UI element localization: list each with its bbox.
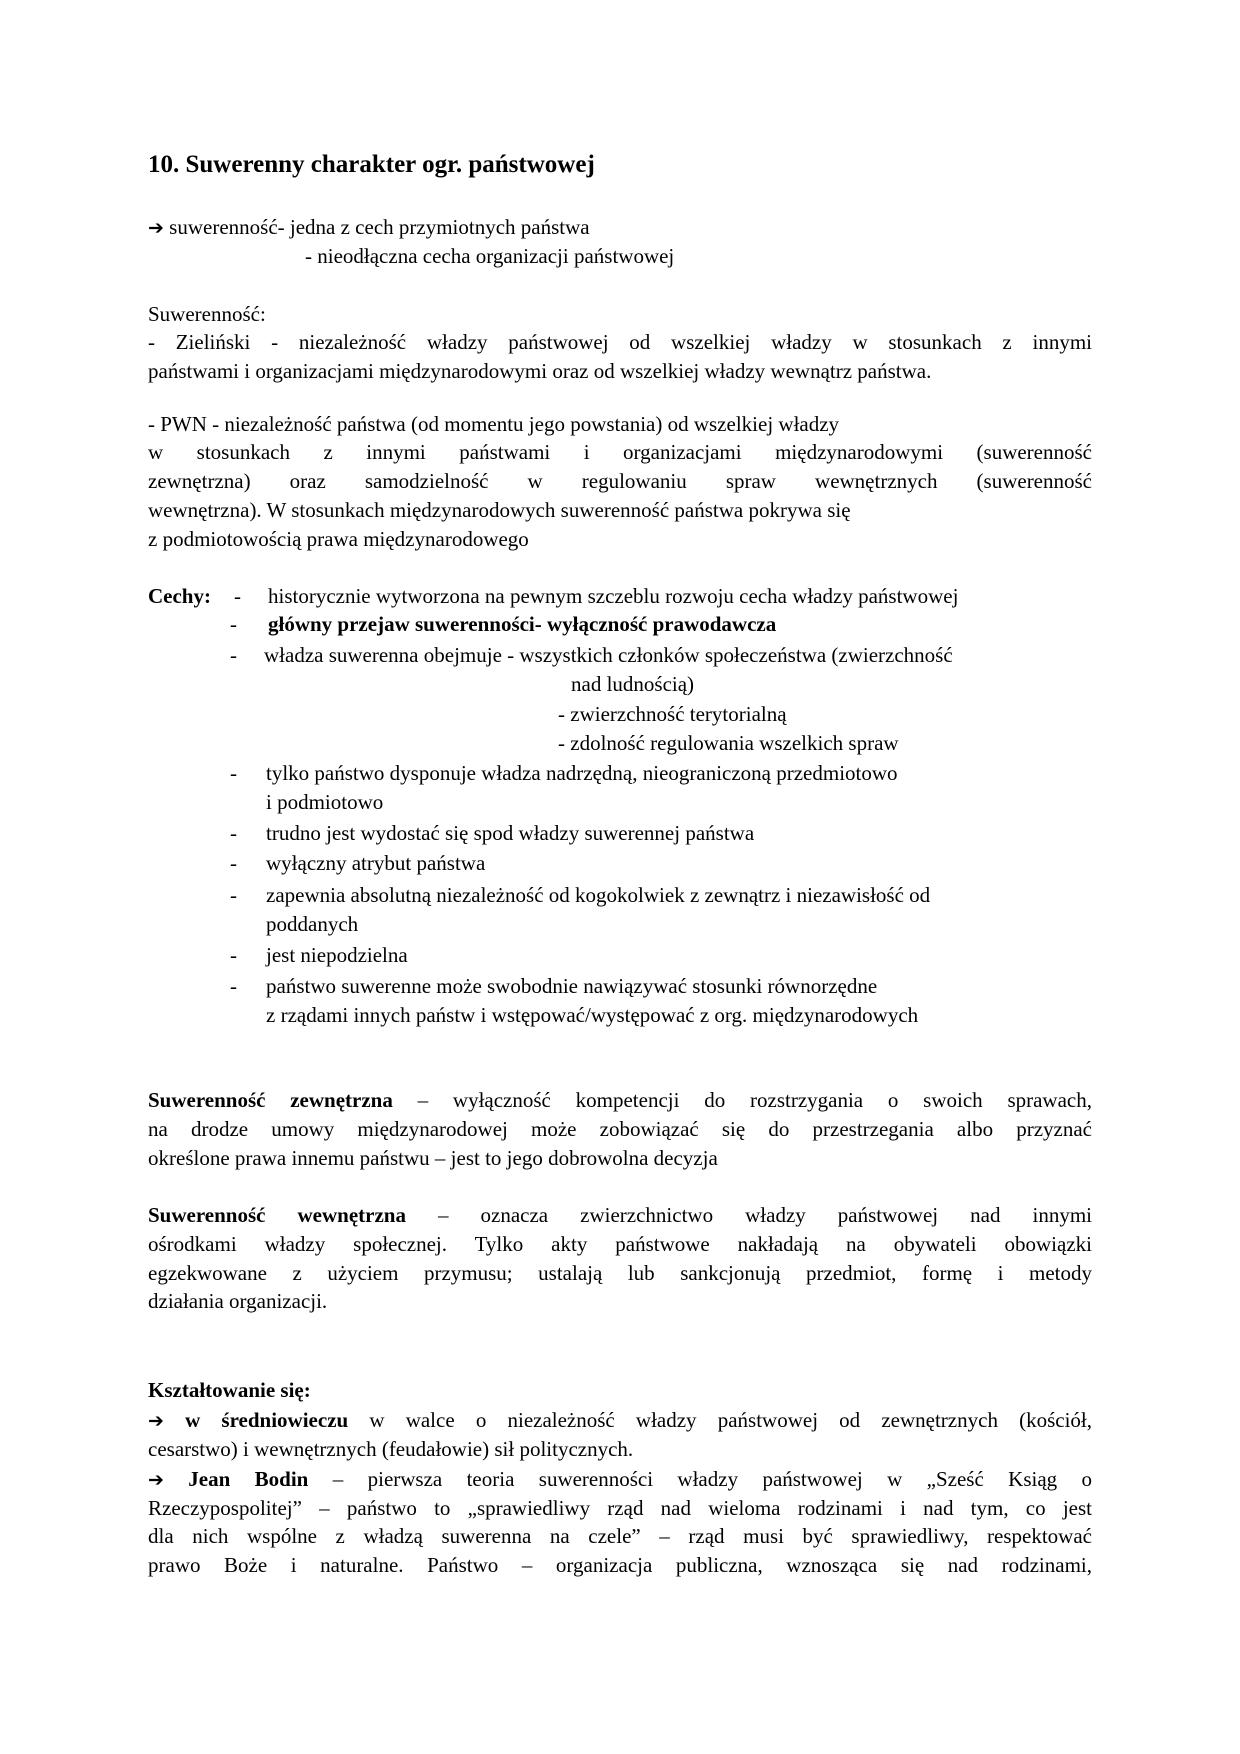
pwn-line: z podmiotowością prawa międzynarodowego — [148, 527, 529, 551]
list-item — [268, 610, 776, 639]
intro-line: - nieodłączna cecha organizacji państwowej — [305, 244, 675, 268]
zielinski-line: - Zieliński - niezależność władzy państwowej od wszelkiej władzy w stosunkach z innymi — [148, 330, 1092, 354]
bodin-line: dla nich wspólne z władzą suwerenna na czele” – rząd musi być sprawiedliwy, respektować — [148, 1524, 1092, 1548]
list-item: z rządami innych państw i wstępować/występować z org. międzynarodowych — [266, 1003, 919, 1027]
pwn-line: - PWN - niezależność państwa (od momentu jego powstania) od wszelkiej władzy — [148, 412, 840, 436]
ksztaltowanie-heading — [148, 1376, 311, 1405]
zewnetrzna-text: – wyłączność kompetencji do rozstrzygania o swoich sprawach, — [392, 1088, 1092, 1112]
list-item: wyłączny atrybut państwa — [266, 851, 486, 875]
bodin-term: Jean Bodin — [188, 1467, 309, 1491]
list-bullet: - — [230, 851, 237, 875]
pwn-line: w stosunkach z innymi państwami i organizacjami międzynarodowymi (suwerenność — [148, 440, 1092, 464]
list-bullet: - — [230, 883, 237, 907]
list-bullet: - — [230, 612, 237, 636]
intro-text: suwerenność- jedna z cech przymiotnych państwa — [169, 215, 590, 239]
pwn-line: wewnętrzna). W stosunkach międzynarodowych suwerenność państwa pokrywa się — [148, 498, 851, 522]
list-item: zapewnia absolutną niezależność od kogokolwiek z zewnątrz i niezawisłość od — [266, 883, 931, 907]
wewnetrzna-term: Suwerenność wewnętrzna — [148, 1203, 406, 1227]
list-bullet: - — [230, 643, 237, 667]
intro-line — [148, 213, 590, 243]
list-item: - zdolność regulowania wszelkich spraw — [558, 731, 899, 755]
sredniowiecze-term: w średniowieczu — [185, 1408, 349, 1432]
wewnetrzna-text: – oznacza zwierzchnictwo władzy państwowej nad innymi — [405, 1203, 1092, 1227]
arrow-icon: ➔ — [148, 217, 164, 239]
list-bullet: - — [234, 584, 241, 608]
list-bullet: - — [230, 943, 237, 967]
list-item: poddanych — [266, 912, 359, 936]
pwn-line: zewnętrzna) oraz samodzielność w regulowaniu spraw wewnętrznych (suwerenność — [148, 469, 1092, 493]
list-item: tylko państwo dysponuje władza nadrzędną, nieograniczoną przedmiotowo — [266, 761, 898, 785]
zewnetrzna-term: Suwerenność zewnętrzna — [148, 1088, 393, 1112]
wewnetrzna-line: ośrodkami władzy społecznej. Tylko akty państwowe nakładają na obywateli obowiązki — [148, 1232, 1092, 1256]
zewnetrzna-line: określone prawa innemu państwu – jest to jego dobrowolna decyzja — [148, 1146, 718, 1170]
zewnetrzna-line: na drodze umowy międzynarodowej może zobowiązać się do przestrzegania albo przyznać — [148, 1117, 1092, 1141]
list-bullet: - — [230, 821, 237, 845]
wewnetrzna-line: działania organizacji. — [148, 1289, 328, 1313]
list-item: historycznie wytworzona na pewnym szczeblu rozwoju cecha władzy państwowej — [268, 584, 959, 608]
page-title: 10. Suwerenny charakter ogr. państwowej — [148, 151, 595, 178]
arrow-icon: ➔ — [148, 1410, 164, 1432]
sredniowiecze-line: cesarstwo) i wewnętrznych (feudałowie) sił politycznych. — [148, 1437, 634, 1461]
wewnetrzna-line: egzekwowane z użyciem przymusu; ustalają lub sankcjonują przedmiot, formę i metody — [148, 1261, 1092, 1285]
list-bullet: - — [230, 761, 237, 785]
list-item: władza suwerenna obejmuje - wszystkich członków społeczeństwa (zwierzchność — [264, 643, 953, 667]
cechy-label — [148, 582, 211, 611]
cechy-label-text: Cechy: — [148, 584, 211, 608]
list-item: i podmiotowo — [266, 790, 384, 814]
bodin-line: prawo Boże i naturalne. Państwo – organizacja publiczna, wznosząca się nad rodzinami, — [148, 1553, 1092, 1577]
list-item: jest niepodzielna — [266, 943, 408, 967]
zewnetrzna-line — [148, 1086, 1092, 1115]
list-item: nad ludnością) — [571, 672, 695, 696]
arrow-icon: ➔ — [148, 1469, 164, 1491]
list-item: państwo suwerenne może swobodnie nawiązywać stosunki równorzędne — [266, 974, 878, 998]
sredniowiecze-line — [148, 1406, 1092, 1436]
sredniowiecze-text: w walce o niezależność władzy państwowej od zewnętrznych (kościół, — [348, 1408, 1093, 1432]
bodin-line — [148, 1465, 1092, 1495]
zielinski-line: państwami i organizacjami międzynarodowymi oraz od wszelkiej władzy wewnątrz państwa. — [148, 359, 932, 383]
list-bullet: - — [230, 974, 237, 998]
list-item: - zwierzchność terytorialną — [558, 702, 787, 726]
bodin-line: Rzeczypospolitej” – państwo to „sprawiedliwy rząd nad wieloma rodzinami i nad tym, co jest — [148, 1496, 1092, 1520]
list-item: trudno jest wydostać się spod władzy suwerennej państwa — [266, 821, 755, 845]
bodin-text: – pierwsza teoria suwerenności władzy państwowej w „Sześć Ksiąg o — [308, 1467, 1093, 1491]
list-item-text: główny przejaw suwerenności- wyłączność prawodawcza — [268, 612, 777, 636]
ksztaltowanie-heading-text: Kształtowanie się: — [148, 1378, 311, 1402]
definitions-heading: Suwerenność: — [148, 302, 266, 326]
wewnetrzna-line — [148, 1201, 1092, 1230]
